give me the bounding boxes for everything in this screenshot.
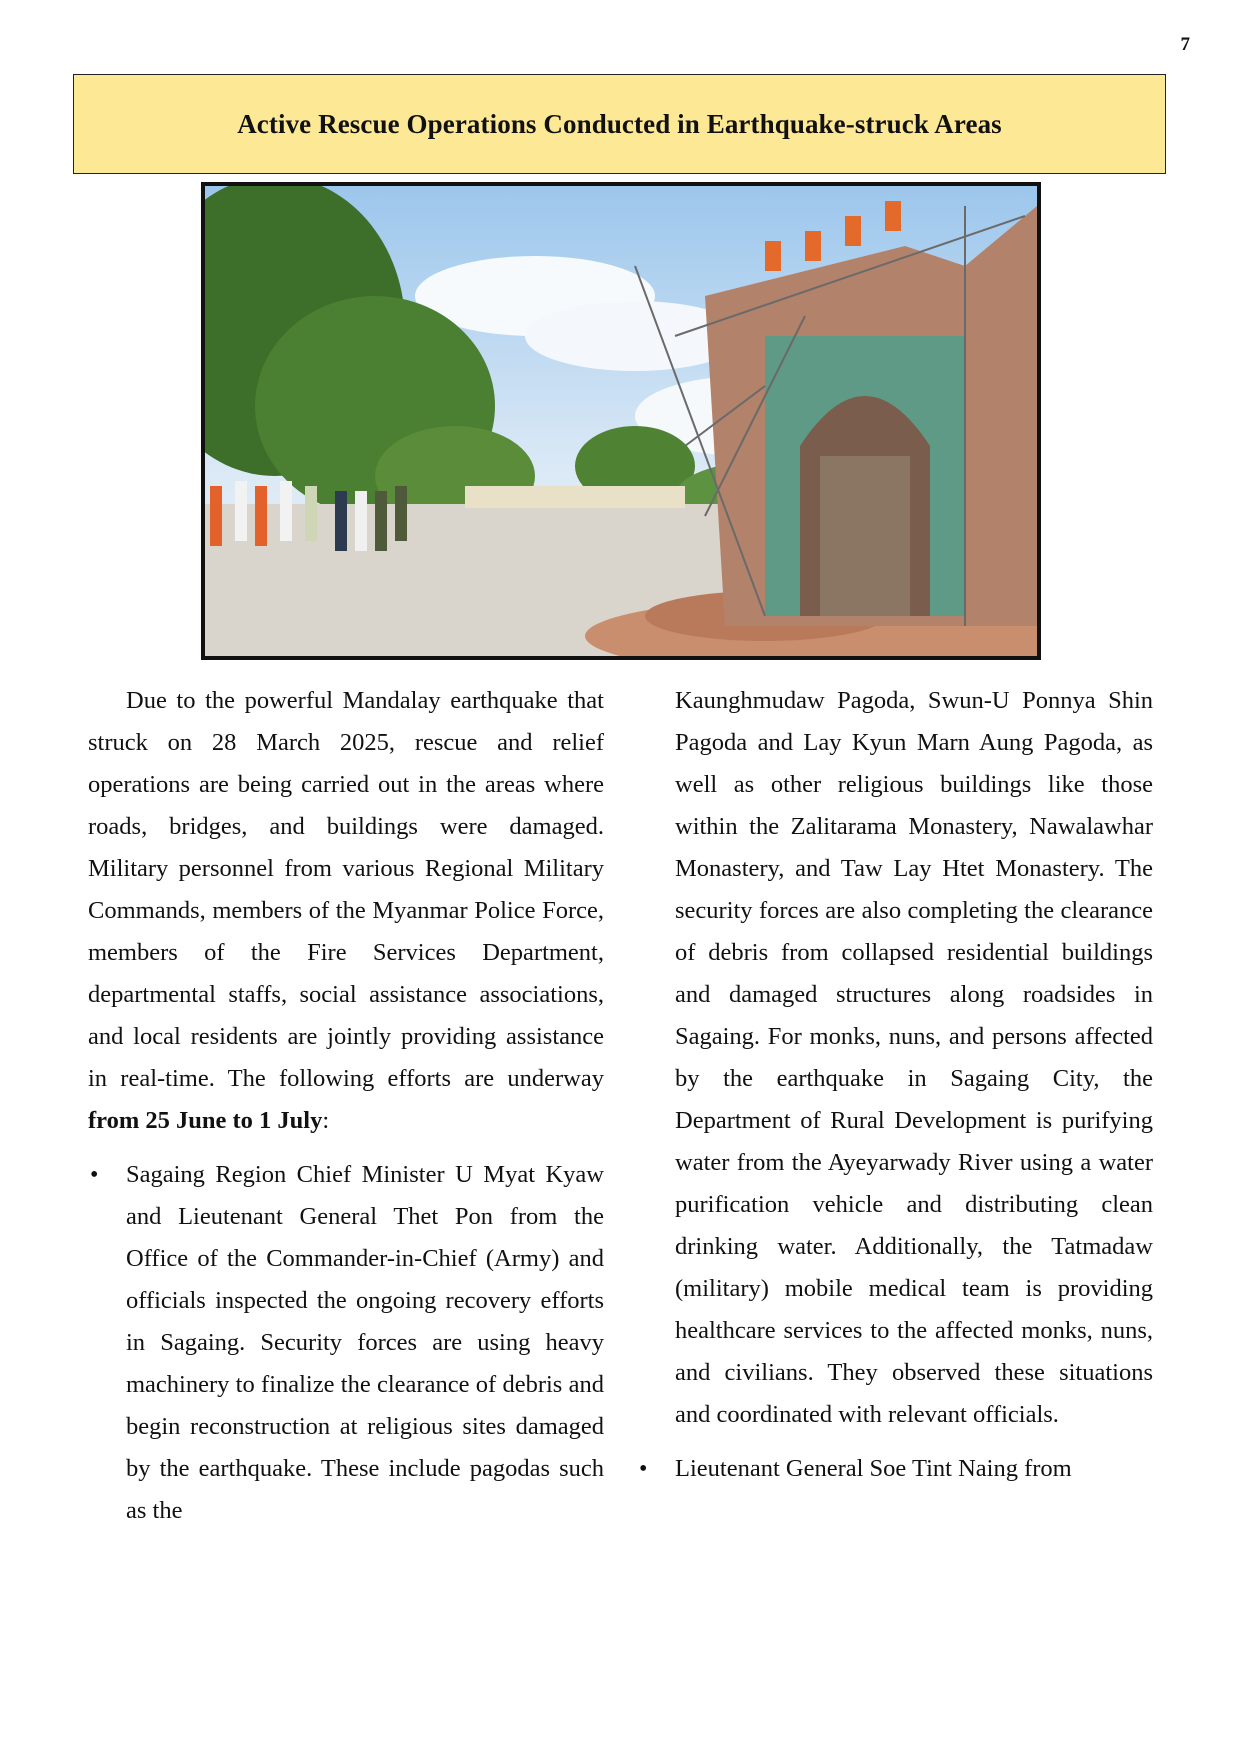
bullet-list-continued xyxy=(637,1448,1153,1490)
title-banner xyxy=(73,74,1166,174)
left-column xyxy=(88,680,604,1532)
intro-date-range: from 25 June to 1 July xyxy=(88,1107,323,1134)
bullet-1-continued: Kaunghmudaw Pagoda, Swun-U Ponnya Shin Pagoda and Lay Kyun Marn Aung Pagoda, as well as other religious buildings like those within the Zalitarama Monastery, Nawalawhar Monastery, and Taw Lay Htet Monastery. The security forces are also completing the clearance of debris from collapsed residential buildings and damaged structures along roadsides in Sagaing. For monks, nuns, and persons affected by the earthquake in Sagaing City, the Department of Rural Development is purifying water from the Ayeyarwady River using a water purification vehicle and distributing clean drinking water. Additionally, the Tatmadaw (military) mobile medical team is providing healthcare services to the affected monks, nuns, and civilians. They observed these situations and coordinated with relevant officials. xyxy=(675,687,1153,1428)
right-column xyxy=(637,680,1153,1490)
photo-icon xyxy=(205,186,1037,656)
intro-colon: : xyxy=(322,1107,330,1134)
page-title: Active Rescue Operations Conducted in Earthquake-struck Areas xyxy=(237,108,1002,139)
bullet-item-2: • Lieutenant General Soe Tint Naing from xyxy=(637,1448,1153,1490)
bullet-item-1: • Sagaing Region Chief Minister U Myat Kyaw and Lieutenant General Thet Pon from the Office of the Commander-in-Chief (Army) and officials inspected the ongoing recovery efforts in Sagaing. Security forces are using heavy machinery to finalize the clearance of debris and begin reconstruction at religious sites damaged by the earthquake. These include pagodas such as the xyxy=(88,1154,604,1532)
intro-text: Due to the powerful Mandalay earthquake that struck on 28 March 2025, rescue and relief operations are being carried out in the areas where roads, bridges, and buildings were damaged. Military personnel from various Regional Military Commands, members of the Myanmar Police Force, members of the Fire Services Department, departmental staffs, social assistance associations, and local residents are jointly providing assistance in real-time. The following efforts are underway xyxy=(88,687,604,1092)
page-number: 7 xyxy=(1180,34,1190,55)
bullet-list xyxy=(88,1154,604,1532)
intro-paragraph xyxy=(88,680,604,1142)
rescue-operation-photo xyxy=(201,182,1041,660)
